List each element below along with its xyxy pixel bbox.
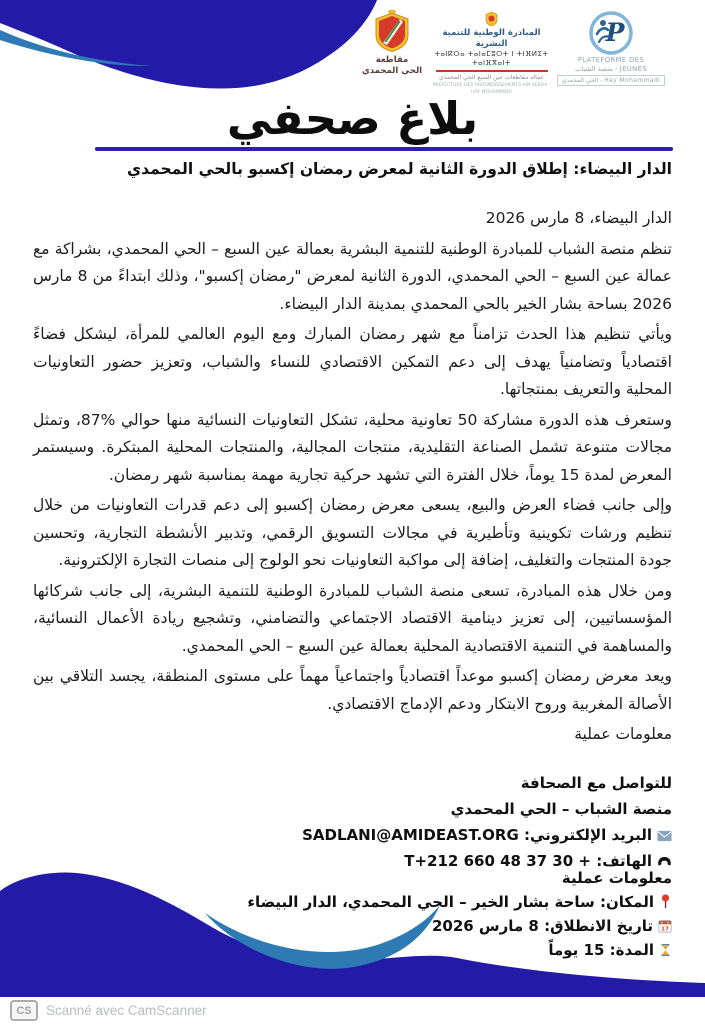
- practical-info-heading: معلومات عملية: [561, 869, 672, 887]
- youth-platform-caption: منصة الشباب - JEUNES: [574, 65, 648, 73]
- partner-logos-row: [356, 10, 667, 96]
- practical-info-note: معلومات عملية: [574, 725, 672, 743]
- body-paragraph: وستعرف هذه الدورة مشاركة 50 تعاونية محلية، تشكل التعاونيات النسائية منها حوالي %87، وتمثل مجالات متنوعة تشمل الصناعة التقليدية، منتجات المجالية، والمنتجات المحلية المبتكرة. وسيستمر المعرض لمدة 15 يوماً، خلال الفترة التي تشهد حركية تجارية مهمة بمناسبة شهر رمضان.: [33, 410, 672, 484]
- prefecture-emblem-icon: [373, 10, 411, 52]
- body-paragraph: ويأتي تنظيم هذا الحدث تزامناً مع شهر رمضان المبارك ومع اليوم العالمي للمرأة، ليشكل فضاءً اقتصادياً وتضامنياً يهدف إلى دعم التمكين الاقتصادي للنساء والشباب، وتعزيز حضور التعاونيات المحلية والتعريف بمنتجاتها.: [33, 325, 672, 398]
- title-divider-rule: [95, 147, 673, 151]
- body-paragraph: ويعد معرض رمضان إكسبو موعداً اقتصادياً واجتماعياً مهماً على مستوى المنطقة، يجسد التلاقي بين الأصالة المغربية وروح الابتكار ودعم الإدماج الاقتصادي.: [33, 667, 672, 713]
- location-label: المكان:: [600, 893, 654, 911]
- indh-logo-name-arabic: المبادرة الوطنية للتنمية البشرية: [442, 28, 541, 49]
- hourglass-icon: [659, 943, 672, 957]
- prefecture-logo-caption: الحي المحمدي: [361, 66, 423, 76]
- start-date-line: [33, 914, 672, 938]
- youth-platform-caption: PLATEFORME DES: [577, 56, 645, 64]
- prefecture-logo: [356, 10, 428, 77]
- body-paragraph: تنظم منصة الشباب للمبادرة الوطنية للتنمية البشرية بعمالة عين السبع – الحي المحمدي، بشراكة مع عمالة عين السبع – الحي المحمدي، الدورة الثانية لمعرض "رمضان إكسبو"، وذلك ابتداءً من 8 مارس 2026 بساحة بشار الخير بالحي المحمدي بمدينة الدار البيضاء.: [33, 239, 673, 313]
- body-paragraph: وإلى جانب فضاء العرض والبيع، يسعى معرض رمضان إكسبو إلى دعم قدرات التعاونيات من خلال تنظيم ورشات تكوينية وتأطيرية في مجالات التسويق الرقمي، وتدبير الأنشطة التجارية، وتحسين جودة المنتجات والتغليف، إضافة إلى مواكبة التعاونيات نحو الولوج إلى منصات التجارة الإلكترونية.: [33, 496, 672, 569]
- indh-logo: [430, 10, 554, 96]
- youth-platform-caption: الحي المحمدي - Hay Mohammadi: [557, 75, 665, 86]
- camscanner-label: Scanné avec CamScanner: [46, 1003, 207, 1018]
- press-contact-email-line: [33, 822, 672, 848]
- phone-label: الهاتف: +: [578, 852, 652, 870]
- indh-logo-subcaption: PREFECTURE DES ARRONDISSEMENTS AIN SEBAA - HAY MOHAMMADI: [432, 83, 551, 95]
- start-date-value: 8 مارس 2026: [431, 917, 539, 935]
- press-contact-heading: للتواصل مع الصحافة: [520, 774, 672, 792]
- email-value: SADLANI@AMIDEAST.ORG: [302, 826, 519, 844]
- start-date-label: تاريخ الانطلاق:: [544, 917, 653, 935]
- indh-logo-red-underline: [436, 70, 548, 72]
- practical-info-section: [33, 866, 672, 962]
- press-contact-org: منصة الشباب – الحي المحمدي: [450, 800, 672, 818]
- duration-line: [33, 938, 672, 962]
- indh-logo-name-tifinagh: ⵜⴰⵏⴽⵔⴰ ⵜⴰⵏⴰⵎⵓⵔⵜ ⵏ ⵜⵏⴼⵍⵉⵜ ⵜⴰⵏⴼⴳⴰⵏⵜ: [434, 50, 549, 67]
- map-pin-icon: [659, 894, 672, 909]
- body-paragraph: ومن خلال هذه المبادرة، تسعى منصة الشباب للمبادرة الوطنية للتنمية البشرية، إلى جانب شركائها المؤسساتيين، إلى تعزيز دينامية الاقتصاد الاجتماعي والتضامني، وتشجيع ريادة الأعمال النسائية، والمساهمة في التنمية الاقتصادية المحلية بعمالة عين السبع – الحي المحمدي.: [33, 581, 672, 655]
- prefecture-logo-caption: مقاطعة: [375, 55, 409, 65]
- youth-platform-monogram: P: [605, 18, 625, 47]
- duration-label: المدة:: [609, 941, 654, 959]
- page-title: بلاغ صحفي: [226, 92, 479, 145]
- calendar-day-number: 17: [661, 926, 669, 933]
- youth-platform-circle-icon: [588, 10, 634, 56]
- indh-crest-icon: [485, 12, 498, 26]
- email-label: البريد الإلكتروني:: [524, 826, 652, 844]
- envelope-icon: [657, 830, 672, 842]
- phone-value: T+212 660 48 37 30: [404, 852, 574, 870]
- indh-logo-caption: عمالة مقاطعات عين السبع الحي المحمدي: [438, 74, 544, 81]
- document-body: [33, 205, 672, 752]
- location-value: ساحة بشار الخير – الحي المحمدي، الدار البيضاء: [247, 893, 595, 911]
- location-line: [33, 890, 672, 914]
- camscanner-badge: CS: [10, 1000, 38, 1021]
- duration-value: 15 يوماً: [548, 941, 605, 959]
- headline: الدار البيضاء: إطلاق الدورة الثانية لمعرض رمضان إكسبو بالحي المحمدي: [126, 160, 672, 178]
- youth-platform-logo: [555, 10, 667, 86]
- top-wave-decoration: [0, 0, 380, 105]
- calendar-icon: [658, 919, 672, 933]
- camscanner-watermark: [10, 1000, 207, 1021]
- dateline: الدار البيضاء، 8 مارس 2026: [485, 209, 672, 227]
